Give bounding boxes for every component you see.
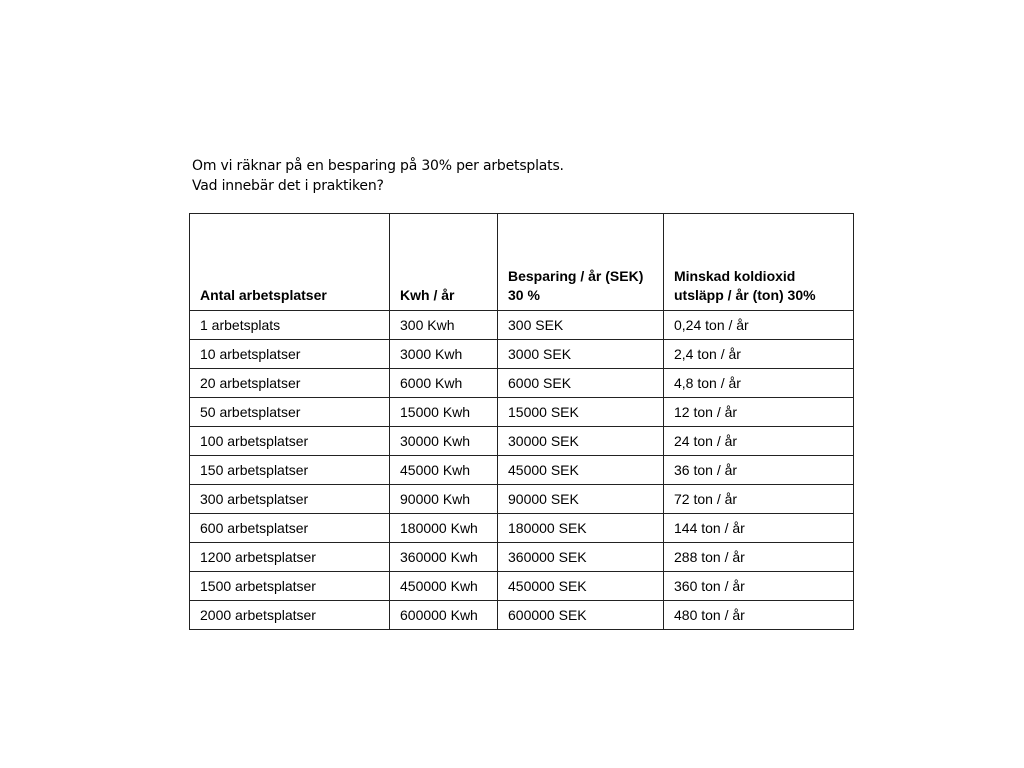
table-row [190,514,854,543]
table-row [190,398,854,427]
workplaces-cell: 600 arbetsplatser [190,514,390,543]
table-body [190,311,854,630]
savings-cell: 450000 SEK [498,572,664,601]
co2-cell: 72 ton / år [664,485,854,514]
workplaces-cell: 1 arbetsplats [190,311,390,340]
savings-cell: 360000 SEK [498,543,664,572]
workplaces-cell: 150 arbetsplatser [190,456,390,485]
table-row [190,572,854,601]
kwh-cell: 30000 Kwh [390,427,498,456]
kwh-cell: 6000 Kwh [390,369,498,398]
header-kwh [390,214,498,311]
table-row [190,456,854,485]
header-workplaces [190,214,390,311]
table-row [190,427,854,456]
header-co2 [664,214,854,311]
table-row [190,369,854,398]
table-row [190,543,854,572]
co2-cell: 2,4 ton / år [664,340,854,369]
header-row [190,214,854,311]
table-row [190,485,854,514]
co2-cell: 24 ton / år [664,427,854,456]
header-savings [498,214,664,311]
workplaces-cell: 1500 arbetsplatser [190,572,390,601]
intro-line-1: Om vi räknar på en besparing på 30% per arbetsplats. [192,158,564,174]
intro-text [192,156,564,196]
co2-cell: 144 ton / år [664,514,854,543]
kwh-cell: 360000 Kwh [390,543,498,572]
table-row [190,601,854,630]
savings-cell: 6000 SEK [498,369,664,398]
savings-cell: 90000 SEK [498,485,664,514]
kwh-cell: 45000 Kwh [390,456,498,485]
co2-cell: 480 ton / år [664,601,854,630]
workplaces-cell: 10 arbetsplatser [190,340,390,369]
header-workplaces-label: Antal arbetsplatser [200,287,327,303]
workplaces-cell: 300 arbetsplatser [190,485,390,514]
workplaces-cell: 20 arbetsplatser [190,369,390,398]
kwh-cell: 15000 Kwh [390,398,498,427]
header-kwh-label: Kwh / år [400,287,455,303]
kwh-cell: 450000 Kwh [390,572,498,601]
kwh-cell: 3000 Kwh [390,340,498,369]
co2-cell: 12 ton / år [664,398,854,427]
header-co2-label: Minskad koldioxid utsläpp / år (ton) 30% [674,268,816,303]
workplaces-cell: 1200 arbetsplatser [190,543,390,572]
table-row [190,340,854,369]
kwh-cell: 90000 Kwh [390,485,498,514]
savings-cell: 300 SEK [498,311,664,340]
table-row [190,311,854,340]
table-header [190,214,854,311]
workplaces-cell: 2000 arbetsplatser [190,601,390,630]
savings-table [189,213,854,630]
intro-line-2: Vad innebär det i praktiken? [192,178,384,194]
kwh-cell: 180000 Kwh [390,514,498,543]
workplaces-cell: 50 arbetsplatser [190,398,390,427]
co2-cell: 4,8 ton / år [664,369,854,398]
savings-cell: 45000 SEK [498,456,664,485]
co2-cell: 36 ton / år [664,456,854,485]
savings-cell: 180000 SEK [498,514,664,543]
co2-cell: 288 ton / år [664,543,854,572]
workplaces-cell: 100 arbetsplatser [190,427,390,456]
kwh-cell: 300 Kwh [390,311,498,340]
savings-cell: 15000 SEK [498,398,664,427]
co2-cell: 360 ton / år [664,572,854,601]
savings-cell: 600000 SEK [498,601,664,630]
savings-cell: 30000 SEK [498,427,664,456]
savings-cell: 3000 SEK [498,340,664,369]
co2-cell: 0,24 ton / år [664,311,854,340]
kwh-cell: 600000 Kwh [390,601,498,630]
header-savings-label: Besparing / år (SEK) 30 % [508,268,644,303]
